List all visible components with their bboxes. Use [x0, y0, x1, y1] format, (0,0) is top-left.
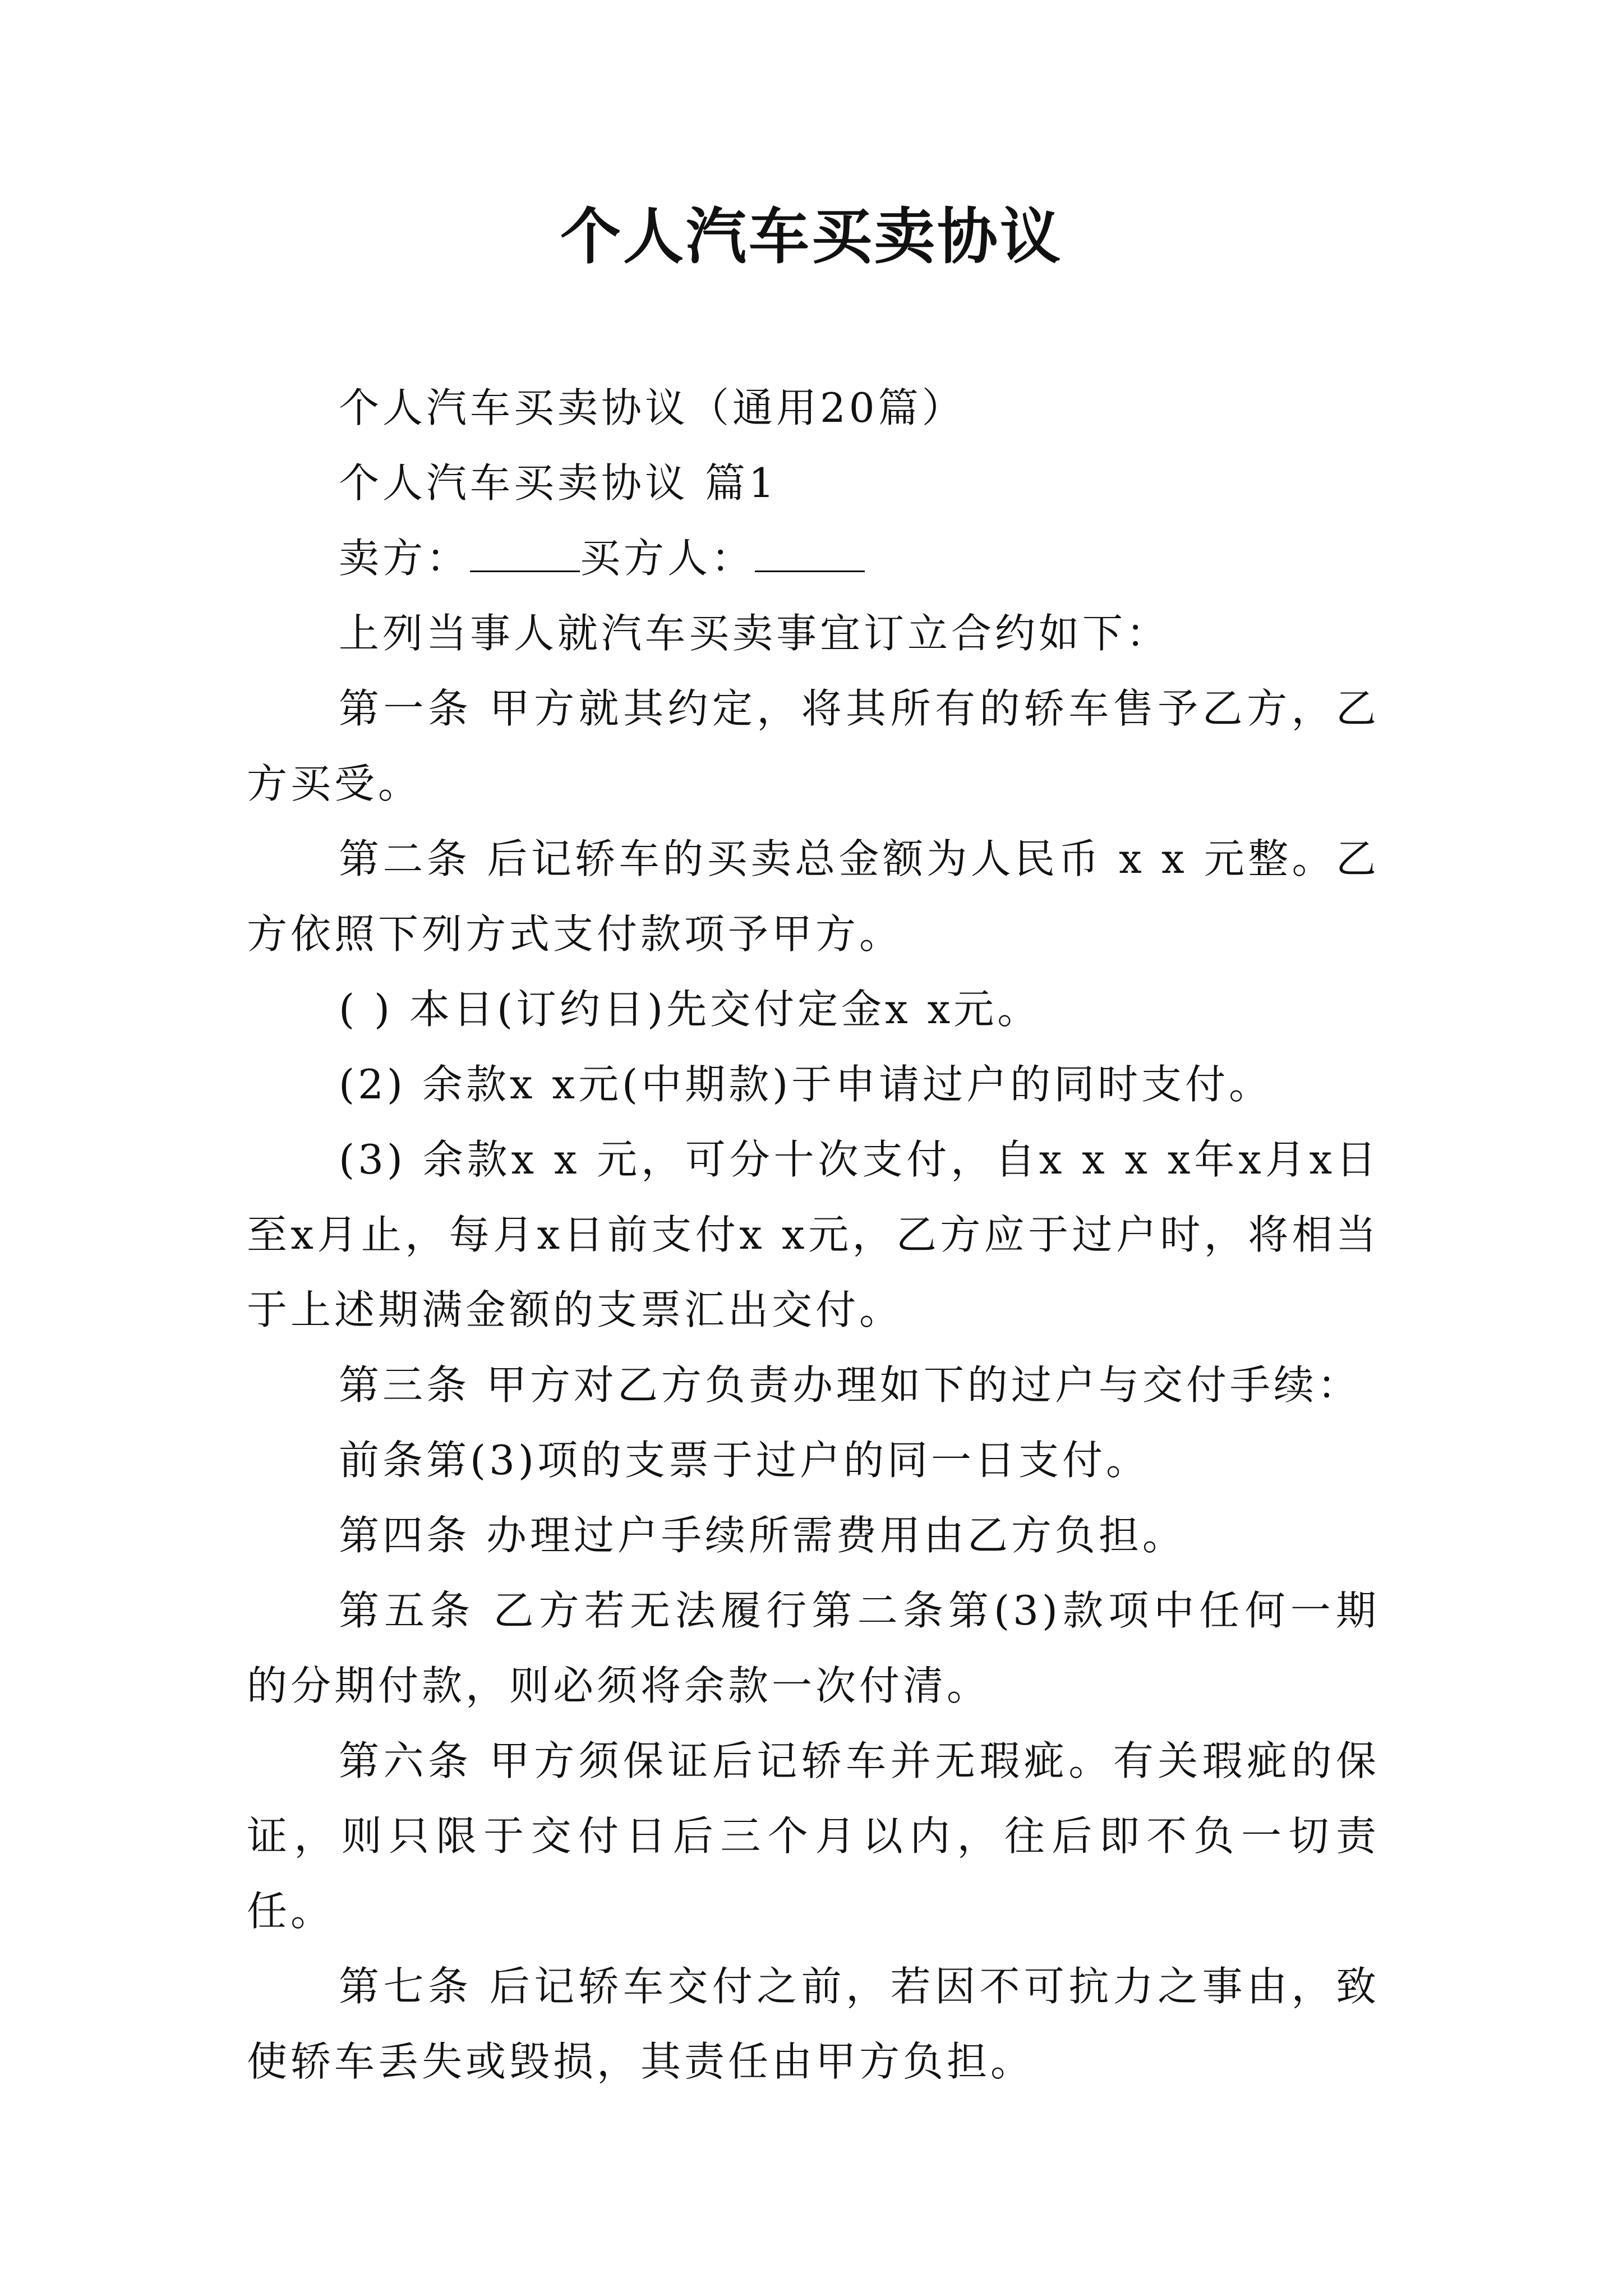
paragraph-article-3-detail: 前条第(3)项的支票于过户的同一日支付。	[339, 1437, 1150, 1484]
paragraph-article-7: 第七条 后记轿车交付之前，若因不可抗力之事由，致使轿车丢失或毁损，其责任由甲方负担。	[247, 1963, 1380, 2085]
paragraph-article-2: 第二条 后记轿车的买卖总金额为人民币 x x 元整。乙方依照下列方式支付款项予甲方。	[247, 835, 1380, 958]
parties-line	[247, 521, 1380, 596]
paragraph-item-2: (2) 余款x x元(中期款)于申请过户的同时支付。	[339, 1061, 1273, 1108]
document-subtitle: 个人汽车买卖协议（通用20篇）	[339, 384, 966, 431]
paragraph-article-4: 第四条 办理过户手续所需费用由乙方负担。	[339, 1512, 1186, 1559]
buyer-blank	[755, 538, 865, 572]
paragraph-article-1: 第一条 甲方就其约定，将其所有的轿车售予乙方，乙方买受。	[247, 685, 1380, 807]
seller-label: 卖方：	[339, 535, 471, 582]
paragraph-item-1: ( ) 本日(订约日)先交付定金x x元。	[339, 986, 1041, 1033]
seller-blank	[470, 538, 580, 572]
paragraph-article-6: 第六条 甲方须保证后记轿车并无瑕疵。有关瑕疵的保证，则只限于交付日后三个月以内，往后即不负一切责任。	[247, 1737, 1380, 1935]
paragraph-article-3: 第三条 甲方对乙方负责办理如下的过户与交付手续：	[339, 1361, 1361, 1409]
paragraph-item-3: (3) 余款x x 元，可分十次支付，自x x x x年x月x日至x月止，每月x日前支付x x元，乙方应于过户时，将相当于上述期满金额的支票汇出交付。	[247, 1136, 1380, 1333]
document-title: 个人汽车买卖协议	[560, 201, 1063, 272]
document-body	[247, 370, 1380, 2099]
paragraph-article-5: 第五条 乙方若无法履行第二条第(3)款项中任何一期的分期付款，则必须将余款一次付清。	[247, 1587, 1380, 1709]
paragraph-preamble: 上列当事人就汽车买卖事宜订立合约如下：	[339, 610, 1170, 657]
section-heading: 个人汽车买卖协议 篇1	[339, 459, 778, 507]
buyer-label: 买方人：	[580, 535, 755, 582]
